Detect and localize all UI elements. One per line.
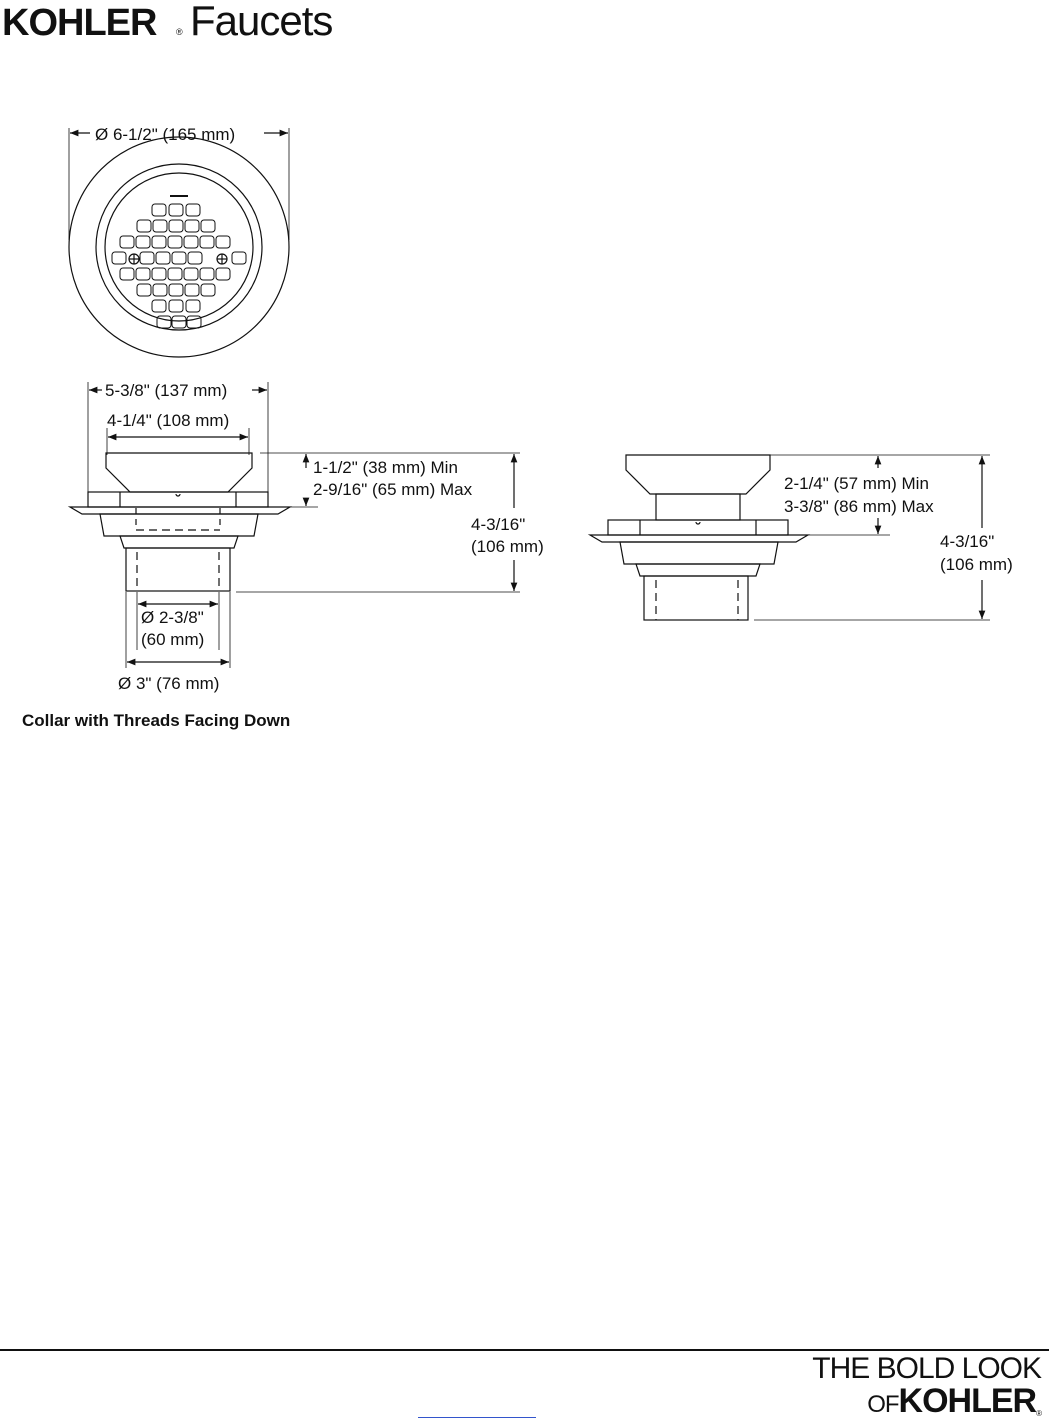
tagline-top: THE BOLD LOOK: [812, 1352, 1041, 1385]
registered-mark: ®: [176, 27, 183, 37]
dim-height-left-mm: (106 mm): [471, 537, 544, 556]
dim-adjust2-max: 3-3/8" (86 mm) Max: [784, 497, 934, 516]
footer-divider: [0, 1349, 1049, 1351]
product-category: Faucets: [190, 0, 333, 44]
dim-pipe-inner-in: Ø 2-3/8": [141, 608, 204, 627]
dim-height-right-mm: (106 mm): [940, 555, 1013, 574]
dim-top-width: 4-1/4" (108 mm): [107, 411, 230, 430]
dim-height-left-in: 4-3/16": [471, 515, 526, 534]
tagline-of: OF: [867, 1391, 899, 1418]
dim-pipe-inner-mm: (60 mm): [141, 630, 205, 649]
dim-adjust-max: 2-9/16" (65 mm) Max: [313, 480, 473, 499]
dim-adjust-min: 1-1/2" (38 mm) Min: [313, 458, 458, 477]
dim-height-right-in: 4-3/16": [940, 532, 995, 551]
tagline-brand: KOHLER: [898, 1382, 1037, 1420]
screw-icon: [217, 254, 227, 264]
technical-drawing: [0, 0, 1049, 700]
tagline-reg: ®: [1036, 1409, 1041, 1418]
dim-pipe-outer: Ø 3" (76 mm): [118, 674, 220, 693]
top-view: [69, 128, 289, 357]
dim-outer-diameter: Ø 6-1/2" (165 mm): [95, 125, 236, 144]
screw-icon: [129, 254, 139, 264]
link-underline[interactable]: [418, 1417, 536, 1418]
strainer-grate: [112, 204, 246, 328]
dim-adjust2-min: 2-1/4" (57 mm) Min: [784, 474, 929, 493]
dim-flange-width: 5-3/8" (137 mm): [105, 381, 228, 400]
figure-caption: Collar with Threads Facing Down: [22, 711, 291, 730]
brand-logo: KOHLER: [2, 2, 157, 44]
footer-tagline-logo: [812, 1354, 1041, 1418]
tagline-bottom: [812, 1384, 1041, 1418]
